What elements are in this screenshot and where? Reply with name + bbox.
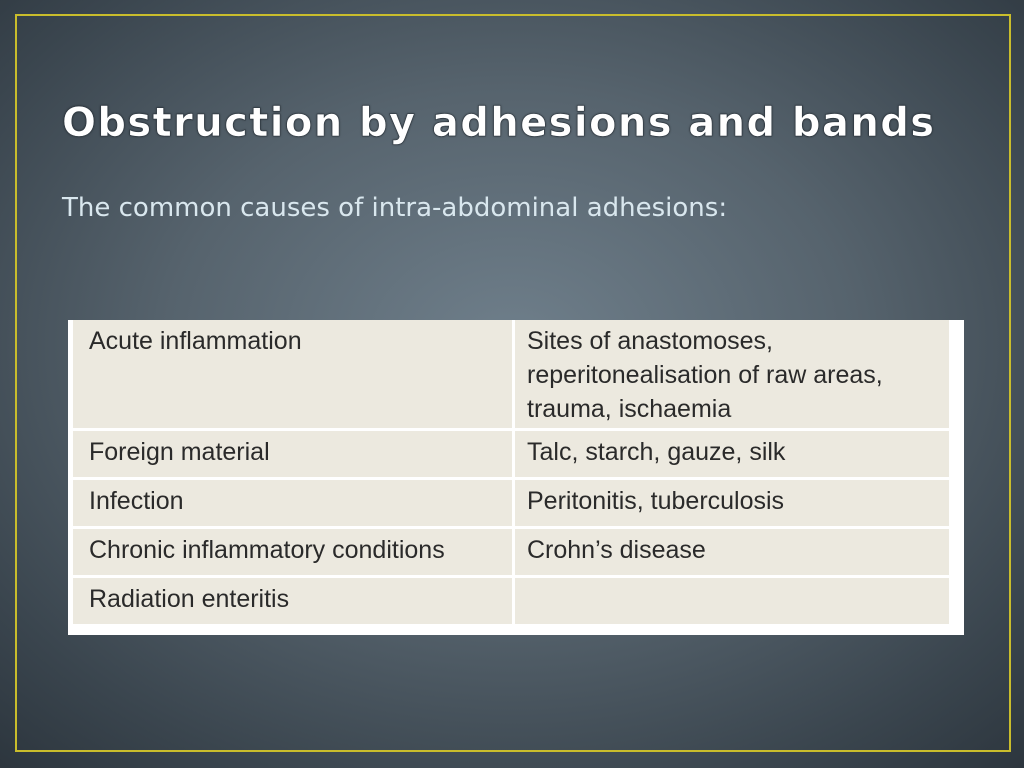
table-row — [73, 578, 949, 624]
causes-table-container — [68, 320, 964, 635]
cause-cell: Acute inflammation — [73, 320, 515, 428]
detail-cell: Peritonitis, tuberculosis — [515, 480, 949, 526]
slide-title: Obstruction by adhesions and bands — [62, 100, 936, 146]
detail-cell: Talc, starch, gauze, silk — [515, 431, 949, 477]
slide-subtitle: The common causes of intra-abdominal adhesions: — [62, 193, 728, 223]
table-row — [73, 431, 949, 477]
detail-cell: Sites of anastomoses, reperitonealisation of raw areas, trauma, ischaemia — [515, 320, 949, 428]
cause-cell: Foreign material — [73, 431, 515, 477]
causes-table — [73, 317, 949, 627]
detail-cell — [515, 578, 949, 624]
cause-cell: Infection — [73, 480, 515, 526]
table-row — [73, 529, 949, 575]
cause-cell: Chronic inflammatory conditions — [73, 529, 515, 575]
table-row — [73, 480, 949, 526]
detail-cell: Crohn’s disease — [515, 529, 949, 575]
cause-cell: Radiation enteritis — [73, 578, 515, 624]
table-row — [73, 320, 949, 428]
